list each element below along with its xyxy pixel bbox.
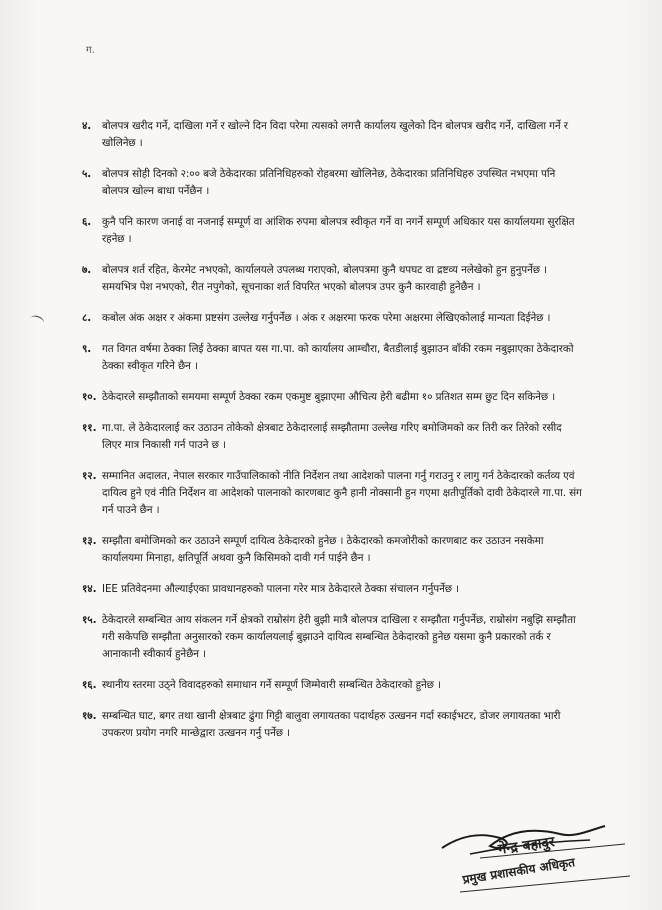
- clause-text: कुनै पनि कारण जनाई वा नजनाई सम्पूर्ण वा आंशिक रुपमा बोलपत्र स्वीकृत गर्ने वा नगर्ने सम्पूर्ण अधिकार यस कार्यालयमा सुरक्षित रहनेछ ।: [102, 216, 575, 245]
- clause-text: ठेकेदारले सम्बन्धित आय संकलन गर्ने क्षेत्रको राम्रोसंग हेरी बुझी मात्रै बोलपत्र दाखिला र सम्झौता गर्नुपर्नेछ, राम्रोसंग नबुझि सम्झौता गरी सकेपछि सम्झौता अनुसारको रकम कार्यालयलाई बुझाउने दायित्व सम्बन्धित ठेकेदारको हुनेछ यसमा कुनै प्रकारको तर्क र आनाकानी स्वीकार्य हुनेछैन ।: [102, 614, 576, 660]
- header-mark: ग.: [86, 45, 95, 56]
- clause-5: [82, 166, 582, 200]
- clause-7: [82, 262, 582, 296]
- clause-10: [82, 389, 582, 406]
- clause-number: १०.: [82, 391, 97, 403]
- clause-15: [82, 612, 582, 663]
- clause-text: सम्मानित अदालत, नेपाल सरकार गाउँपालिकाको नीति निर्देशन तथा आदेशको पालना गर्नु गराउनु र लागु गर्न ठेकेदारको कर्तव्य एवं दायित्व हुने एवं नीति निर्देशन वा आदेशको पालनाको कारणबाट कुनै हानी नोक्सानी हुन गएमा क्षतीपूर्तिको दावी ठेकेदारले गा.पा. संग गर्न पाउने छैन ।: [102, 470, 582, 516]
- clause-text: सम्झौता बमोजिमको कर उठाउने सम्पूर्ण दायित्व ठेकेदारको हुनेछ । ठेकेदारको कमजोरीको कारणबाट कर उठाउन नसकेमा कार्यालयमा मिनाहा, क्षतिपूर्ति अथवा कुनै किसिमको दावी गर्न पाईने छैन ।: [102, 535, 544, 564]
- clause-9: [82, 341, 582, 375]
- clause-11: [82, 420, 582, 454]
- signatory-title: प्रमुख प्रशासकीय अधिकृत: [461, 855, 576, 887]
- clause-12: [82, 468, 582, 519]
- clause-17: [82, 708, 582, 742]
- clause-text: सम्बन्धित घाट, बगर तथा खानी क्षेत्रबाट ढुंगा गिट्टी बालुवा लगायतका पदार्थहरु उत्खनन गर्दा स्काईभटर, डोजर लगायतका भारी उपकरण प्रयोग नगरि मान्छेद्वारा उत्खनन गर्नु पर्नेछ ।: [102, 710, 561, 739]
- clause-14: [82, 581, 582, 598]
- signatory-name: गेन्द्र बहादुर: [497, 834, 556, 858]
- clause-text: स्थानीय स्तरमा उठ्ने विवादहरुको समाधान गर्ने सम्पूर्ण जिम्मेवारी सम्बन्धित ठेकेदारको हुनेछ ।: [102, 679, 441, 691]
- clause-text: IEE प्रतिवेदनमा औल्याईएका प्रावधानहरुको पालना गरेर मात्र ठेकेदारले ठेक्का संचालन गर्नुपर्नेछ ।: [102, 583, 459, 595]
- clause-number: १३.: [82, 535, 97, 547]
- clause-number: १४.: [82, 583, 97, 595]
- clause-number: ६.: [82, 216, 92, 228]
- clause-number: ११.: [82, 422, 97, 434]
- clause-number: १७.: [82, 710, 97, 722]
- clause-16: [82, 677, 582, 694]
- signature-stamp: [440, 818, 640, 898]
- clause-number: ८.: [82, 312, 92, 324]
- clause-text: बोलपत्र सोही दिनको २:०० बजे ठेकेदारका प्रतिनिधिहरुको रोहबरमा खोलिनेछ, ठेकेदारका प्रतिनिधिहरु उपस्थित नभएमा पनि बोलपत्र खोल्न बाधा पर्नेछैन ।: [102, 168, 556, 197]
- clause-4: [82, 118, 582, 152]
- margin-mark: [29, 314, 45, 327]
- clause-number: ४.: [82, 120, 92, 132]
- clause-number: ९.: [82, 343, 92, 355]
- clause-list: [82, 118, 582, 756]
- clause-6: [82, 214, 582, 248]
- clause-8: [82, 310, 582, 327]
- clause-text: बोलपत्र शर्त रहित, केरमेट नभएको, कार्यालयले उपलब्ध गराएको, बोलपत्रमा कुनै थपघट वा द्रष्टव्य नलेखेको हुन हुनुपर्नेछ । समयभित्र पेश नभएको, रीत नपुगेको, सूचनाका शर्त विपरित भएको बोलपत्र उपर कुनै कारवाही हुनेछैन ।: [102, 264, 547, 293]
- clause-number: १२.: [82, 470, 97, 482]
- clause-text: गा.पा. ले ठेकेदारलाई कर उठाउन तोकेको क्षेत्रबाट ठेकेदारलाई सम्झौतामा उल्लेख गरिए बमोजिमको कर तिरी कर तिरेको रसीद लिएर मात्र निकासी गर्न पाउने छ ।: [102, 422, 562, 451]
- clause-text: बोलपत्र खरीद गर्ने, दाखिला गर्ने र खोल्ने दिन विदा परेमा त्यसको लगत्तै कार्यालय खुलेको दिन बोलपत्र खरीद गर्ने, दाखिला गर्ने र खोलिनेछ ।: [102, 120, 568, 149]
- clause-text: ठेकेदारले सम्झौताको समयमा सम्पूर्ण ठेक्का रकम एकमुष्ट बुझाएमा औचित्य हेरी बढीमा १० प्रतिशत सम्म छुट दिन सकिनेछ ।: [102, 391, 556, 403]
- clause-text: कबोल अंक अक्षर र अंकमा प्रष्टसंग उल्लेख गर्नुपर्नेछ । अंक र अक्षरमा फरक परेमा अक्षरमा लेखिएकोलाई मान्यता दिईनेछ ।: [102, 312, 551, 324]
- clause-number: ५.: [82, 168, 92, 180]
- clause-text: गत विगत वर्षमा ठेक्का लिई ठेक्का बापत यस गा.पा. को कार्यालय आम्चौरा, बैतडीलाई बुझाउन बाँकी रकम नबुझाएका ठेकेदारको ठेक्का स्वीकृत गरिने छैन ।: [102, 343, 574, 372]
- clause-13: [82, 533, 582, 567]
- clause-number: ७.: [82, 264, 92, 276]
- clause-number: १६.: [82, 679, 97, 691]
- clause-number: १५.: [82, 614, 97, 626]
